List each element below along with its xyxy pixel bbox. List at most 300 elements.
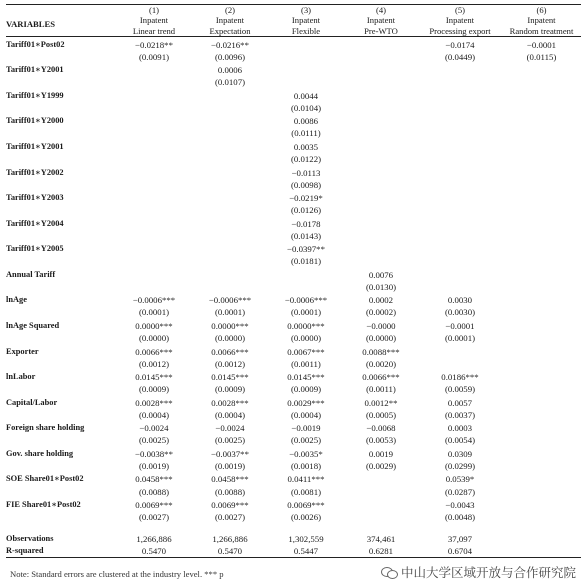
coefficient-cell: [502, 473, 581, 485]
coefficient-cell: −0.0006***: [208, 295, 252, 306]
table-row-se: [6, 255, 581, 267]
coefficient-cell: [418, 269, 502, 281]
standard-error-cell: [502, 460, 581, 472]
column-number: (2): [224, 5, 236, 15]
standard-error-cell: (0.0025): [138, 435, 170, 446]
column-header: [268, 5, 344, 37]
coefficient-cell: −0.0038**: [135, 448, 173, 459]
column-header: [116, 5, 192, 37]
standard-error-cell: [502, 409, 581, 421]
table-row-se: [6, 460, 581, 472]
coefficient-cell: 0.0000***: [211, 320, 249, 331]
coefficient-cell: [116, 64, 192, 76]
coefficient-cell: [502, 397, 581, 409]
variable-label: Exporter: [6, 346, 39, 356]
coefficient-cell: 0.0000***: [135, 320, 173, 331]
coefficient-cell: 0.0030: [447, 295, 473, 306]
column-spec: Linear trend: [132, 25, 176, 36]
standard-error-cell: [344, 51, 418, 63]
standard-error-cell: [268, 76, 344, 88]
standard-error-cell: (0.0143): [290, 230, 322, 241]
coefficient-cell: [344, 90, 418, 102]
variable-label: Tariff01∗Y2003: [6, 193, 64, 203]
coefficient-cell: 0.0458***: [135, 474, 173, 485]
coefficient-cell: 0.0145***: [211, 372, 249, 383]
standard-error-cell: [116, 230, 192, 242]
coefficient-cell: −0.0001: [526, 39, 557, 50]
coefficient-cell: [502, 448, 581, 460]
coefficient-cell: [418, 64, 502, 76]
standard-error-cell: [502, 255, 581, 267]
regression-table: [6, 4, 581, 558]
coefficient-cell: 0.0076: [368, 269, 394, 280]
standard-error-cell: (0.0000): [214, 333, 246, 344]
standard-error-cell: [344, 204, 418, 216]
standard-error-cell: (0.0012): [214, 358, 246, 369]
standard-error-cell: (0.0088): [138, 486, 170, 497]
coefficient-cell: 0.0028***: [211, 397, 249, 408]
coefficient-cell: [344, 192, 418, 204]
coefficient-cell: 0.0069***: [135, 500, 173, 511]
standard-error-cell: [344, 255, 418, 267]
coefficient-cell: [116, 218, 192, 230]
coefficient-cell: [502, 346, 581, 358]
stat-value: 0.5470: [217, 545, 243, 556]
coefficient-cell: [192, 90, 268, 102]
table-row: [6, 115, 581, 127]
coefficient-cell: [502, 90, 581, 102]
coefficient-cell: [192, 218, 268, 230]
standard-error-cell: [268, 281, 344, 293]
standard-error-cell: [502, 204, 581, 216]
coefficient-cell: 0.0145***: [135, 372, 173, 383]
standard-error-cell: [502, 179, 581, 191]
standard-error-cell: [116, 76, 192, 88]
coefficient-cell: 0.0066***: [362, 372, 400, 383]
coefficient-cell: −0.0037**: [211, 448, 249, 459]
coefficient-cell: 0.0458***: [211, 474, 249, 485]
coefficient-cell: 0.0086: [293, 116, 319, 127]
table-row-se: [6, 486, 581, 498]
standard-error-cell: [418, 281, 502, 293]
column-dependent: Inpatent: [291, 15, 321, 26]
coefficient-cell: −0.0006***: [284, 295, 328, 306]
coefficient-cell: −0.0024: [215, 423, 245, 434]
stat-value: 0.6704: [447, 545, 473, 556]
standard-error-cell: [502, 102, 581, 114]
coefficient-cell: [418, 90, 502, 102]
stat-value: 0.6281: [368, 545, 394, 556]
stat-label: R-squared: [6, 545, 44, 555]
standard-error-cell: (0.0030): [444, 307, 476, 318]
column-number: (4): [375, 5, 387, 15]
table-row-se: [6, 204, 581, 216]
coefficient-cell: [418, 167, 502, 179]
coefficient-cell: 0.0035: [293, 141, 319, 152]
standard-error-cell: [418, 255, 502, 267]
standard-error-cell: (0.0181): [290, 256, 322, 267]
table-row: [6, 499, 581, 511]
standard-error-cell: (0.0091): [138, 51, 170, 62]
table-row-se: [6, 76, 581, 88]
standard-error-cell: (0.0004): [290, 409, 322, 420]
standard-error-cell: [502, 306, 581, 318]
standard-error-cell: [116, 127, 192, 139]
stat-value: 1,266,886: [212, 533, 248, 544]
variables-header: VARIABLES: [6, 19, 56, 29]
standard-error-cell: (0.0009): [290, 384, 322, 395]
table-row: [6, 448, 581, 460]
coefficient-cell: [502, 218, 581, 230]
column-header: [344, 5, 418, 37]
standard-error-cell: [192, 255, 268, 267]
table-row-se: [6, 230, 581, 242]
table-row-se: [6, 409, 581, 421]
coefficient-cell: [502, 294, 581, 306]
coefficient-cell: [268, 39, 344, 51]
column-header: [502, 5, 581, 37]
table-row: [6, 218, 581, 230]
standard-error-cell: [192, 179, 268, 191]
standard-error-cell: (0.0004): [138, 409, 170, 420]
variable-label: Tariff01∗Y2004: [6, 218, 64, 228]
column-dependent: Inpatent: [215, 15, 245, 26]
column-spec: Flexible: [291, 25, 321, 36]
table-row: [6, 294, 581, 306]
stat-value: [502, 545, 581, 558]
coefficient-cell: −0.0035*: [289, 448, 323, 459]
standard-error-cell: [192, 230, 268, 242]
variable-label: Tariff01∗Y2001: [6, 141, 64, 151]
standard-error-cell: (0.0009): [214, 384, 246, 395]
standard-error-cell: [116, 281, 192, 293]
table-row: [6, 39, 581, 51]
standard-error-cell: [502, 332, 581, 344]
variable-label: Tariff01∗Y2001: [6, 65, 64, 75]
standard-error-cell: (0.0287): [444, 486, 476, 497]
column-dependent: Inpatent: [527, 15, 556, 26]
table-row: [6, 473, 581, 485]
standard-error-cell: [502, 511, 581, 523]
coefficient-cell: [344, 141, 418, 153]
standard-error-cell: [418, 179, 502, 191]
standard-error-cell: [116, 204, 192, 216]
standard-error-cell: [418, 230, 502, 242]
coefficient-cell: 0.0029***: [287, 397, 325, 408]
coefficient-cell: [502, 422, 581, 434]
table-row: [6, 243, 581, 255]
column-dependent: Inpatent: [445, 15, 475, 26]
standard-error-cell: (0.0126): [290, 205, 322, 216]
variable-label: SOE Share01∗Post02: [6, 474, 84, 484]
coefficient-cell: [268, 269, 344, 281]
variable-label: Tariff01∗Y2000: [6, 116, 64, 126]
standard-error-cell: (0.0088): [214, 486, 246, 497]
coefficient-cell: [344, 243, 418, 255]
coefficient-cell: −0.0001: [445, 320, 475, 331]
standard-error-cell: (0.0025): [290, 435, 322, 446]
coefficient-cell: [344, 218, 418, 230]
standard-error-cell: (0.0000): [365, 333, 397, 344]
standard-error-cell: (0.0000): [138, 333, 170, 344]
coefficient-cell: [344, 39, 418, 51]
table-body: [6, 37, 581, 558]
table-row-se: [6, 306, 581, 318]
table-row-se: [6, 281, 581, 293]
table-row-se: [6, 127, 581, 139]
coefficient-cell: [192, 269, 268, 281]
column-number: (3): [300, 5, 312, 15]
coefficient-cell: −0.0174: [445, 39, 475, 50]
standard-error-cell: [418, 127, 502, 139]
coefficient-cell: 0.0088***: [362, 346, 400, 357]
standard-error-cell: [502, 153, 581, 165]
stat-value: 1,266,886: [136, 533, 172, 544]
standard-error-cell: [192, 153, 268, 165]
standard-error-cell: (0.0053): [365, 435, 397, 446]
table-row: [6, 269, 581, 281]
coefficient-cell: [502, 320, 581, 332]
coefficient-cell: [116, 269, 192, 281]
standard-error-cell: (0.0098): [290, 179, 322, 190]
table-row: [6, 167, 581, 179]
coefficient-cell: [418, 115, 502, 127]
coefficient-cell: [418, 218, 502, 230]
standard-error-cell: (0.0111): [291, 128, 321, 139]
standard-error-cell: [192, 127, 268, 139]
stat-value: 0.5447: [293, 545, 319, 556]
stat-row: [6, 545, 581, 558]
column-dependent: Inpatent: [139, 15, 169, 26]
standard-error-cell: [344, 127, 418, 139]
coefficient-cell: −0.0006***: [132, 295, 176, 306]
standard-error-cell: (0.0107): [214, 77, 246, 88]
column-spec: Pre-WTO: [364, 25, 398, 36]
coefficient-cell: [344, 64, 418, 76]
coefficient-cell: [192, 115, 268, 127]
column-header: [192, 5, 268, 37]
standard-error-cell: [344, 230, 418, 242]
coefficient-cell: 0.0003: [447, 423, 473, 434]
coefficient-cell: [344, 115, 418, 127]
stat-value: 0.5470: [141, 545, 167, 556]
table-row-se: [6, 434, 581, 446]
coefficient-cell: [502, 115, 581, 127]
stat-value: [502, 533, 581, 545]
table-row-se: [6, 102, 581, 114]
standard-error-cell: (0.0019): [138, 460, 170, 471]
standard-error-cell: [502, 127, 581, 139]
watermark-text: 中山大学区域开放与合作研究院: [400, 565, 576, 580]
coefficient-cell: [116, 90, 192, 102]
coefficient-cell: [344, 473, 418, 485]
coefficient-cell: −0.0113: [291, 167, 321, 178]
standard-error-cell: (0.0004): [214, 409, 246, 420]
coefficient-cell: [502, 243, 581, 255]
coefficient-cell: 0.0067***: [287, 346, 325, 357]
variable-label: FIE Share01∗Post02: [6, 500, 81, 510]
table-row-se: [6, 383, 581, 395]
variable-label: lnLabor: [6, 372, 36, 382]
stat-value: 374,461: [366, 533, 396, 544]
table-row-se: [6, 51, 581, 63]
coefficient-cell: 0.0012**: [364, 397, 398, 408]
standard-error-cell: [418, 358, 502, 370]
variable-label: Foreign share holding: [6, 423, 85, 433]
coefficient-cell: [418, 346, 502, 358]
watermark: [378, 562, 579, 582]
standard-error-cell: (0.0005): [365, 409, 397, 420]
standard-error-cell: (0.0054): [444, 435, 476, 446]
standard-error-cell: [116, 179, 192, 191]
coefficient-cell: [502, 269, 581, 281]
variable-label: Gov. share holding: [6, 448, 74, 458]
coefficient-cell: 0.0066***: [135, 346, 173, 357]
column-dependent: Inpatent: [366, 15, 396, 26]
standard-error-cell: (0.0019): [214, 460, 246, 471]
wechat-icon: [381, 566, 397, 579]
standard-error-cell: [502, 358, 581, 370]
standard-error-cell: [344, 76, 418, 88]
standard-error-cell: (0.0012): [138, 358, 170, 369]
standard-error-cell: (0.0048): [444, 512, 476, 523]
coefficient-cell: 0.0186***: [441, 372, 479, 383]
standard-error-cell: [344, 102, 418, 114]
standard-error-cell: (0.0096): [214, 51, 246, 62]
table-row: [6, 371, 581, 383]
column-spec: Expectation: [209, 25, 251, 36]
coefficient-cell: 0.0066***: [211, 346, 249, 357]
table-row-se: [6, 153, 581, 165]
standard-error-cell: (0.0027): [138, 512, 170, 523]
standard-error-cell: [418, 153, 502, 165]
coefficient-cell: [502, 141, 581, 153]
coefficient-cell: [344, 499, 418, 511]
column-number: (1): [148, 5, 160, 15]
table-note: Note: Standard errors are clustered at the industry level. *** p: [10, 569, 224, 579]
column-spec: Random treatment: [509, 25, 574, 36]
standard-error-cell: [116, 153, 192, 165]
table-row: [6, 346, 581, 358]
coefficient-cell: [116, 243, 192, 255]
standard-error-cell: (0.0001): [444, 333, 476, 344]
coefficient-cell: −0.0218**: [135, 39, 173, 50]
stat-value: 1,302,559: [288, 533, 324, 544]
table-row-se: [6, 332, 581, 344]
coefficient-cell: −0.0019: [291, 423, 321, 434]
standard-error-cell: (0.0122): [290, 154, 322, 165]
coefficient-cell: 0.0000***: [287, 320, 325, 331]
table-row-se: [6, 358, 581, 370]
coefficient-cell: 0.0006: [217, 65, 243, 76]
standard-error-cell: [502, 486, 581, 498]
coefficient-cell: −0.0000: [366, 320, 396, 331]
standard-error-cell: (0.0026): [290, 512, 322, 523]
coefficient-cell: 0.0411***: [287, 474, 325, 485]
standard-error-cell: (0.0002): [365, 307, 397, 318]
column-spec: Processing export: [429, 25, 491, 36]
coefficient-cell: 0.0028***: [135, 397, 173, 408]
standard-error-cell: (0.0299): [444, 460, 476, 471]
table-header: [6, 5, 581, 37]
coefficient-cell: −0.0043: [445, 500, 475, 511]
coefficient-cell: [116, 167, 192, 179]
coefficient-cell: 0.0539*: [445, 474, 475, 485]
variable-label: Tariff01∗Y2005: [6, 244, 64, 254]
coefficient-cell: −0.0397**: [287, 244, 325, 255]
variable-label: Tariff01∗Y2002: [6, 167, 64, 177]
coefficient-cell: −0.0178: [291, 218, 321, 229]
variable-label: lnAge: [6, 295, 27, 305]
coefficient-cell: 0.0019: [368, 448, 394, 459]
standard-error-cell: (0.0001): [138, 307, 170, 318]
standard-error-cell: [268, 51, 344, 63]
coefficient-cell: [116, 192, 192, 204]
standard-error-cell: (0.0020): [365, 358, 397, 369]
standard-error-cell: (0.0104): [290, 102, 322, 113]
stat-label: Observations: [6, 533, 54, 543]
variable-label: Capital/Labor: [6, 397, 58, 407]
standard-error-cell: [502, 281, 581, 293]
coefficient-cell: 0.0057: [447, 397, 473, 408]
standard-error-cell: [418, 102, 502, 114]
standard-error-cell: (0.0037): [444, 409, 476, 420]
standard-error-cell: (0.0011): [366, 384, 396, 395]
standard-error-cell: (0.0001): [214, 307, 246, 318]
standard-error-cell: [344, 153, 418, 165]
stat-row: [6, 533, 581, 545]
variable-label: Annual Tariff: [6, 269, 56, 279]
coefficient-cell: [116, 141, 192, 153]
column-number: (5): [454, 5, 466, 15]
standard-error-cell: (0.0081): [290, 486, 322, 497]
standard-error-cell: (0.0029): [365, 460, 397, 471]
variable-label: Tariff01∗Post02: [6, 39, 65, 49]
coefficient-cell: [418, 192, 502, 204]
table-row-se: [6, 179, 581, 191]
table-row: [6, 320, 581, 332]
standard-error-cell: (0.0449): [444, 51, 476, 62]
coefficient-cell: 0.0069***: [287, 500, 325, 511]
coefficient-cell: −0.0024: [139, 423, 169, 434]
table-row: [6, 90, 581, 102]
table-row: [6, 397, 581, 409]
standard-error-cell: (0.0000): [290, 333, 322, 344]
standard-error-cell: (0.0001): [290, 307, 322, 318]
standard-error-cell: [192, 102, 268, 114]
coefficient-cell: [502, 192, 581, 204]
standard-error-cell: (0.0115): [526, 51, 557, 62]
standard-error-cell: [192, 204, 268, 216]
coefficient-cell: [344, 167, 418, 179]
coefficient-cell: [418, 141, 502, 153]
standard-error-cell: (0.0130): [365, 281, 397, 292]
standard-error-cell: (0.0009): [138, 384, 170, 395]
table-row-se: [6, 511, 581, 523]
coefficient-cell: [192, 243, 268, 255]
coefficient-cell: 0.0309: [447, 448, 473, 459]
coefficient-cell: −0.0068: [366, 423, 396, 434]
table-row: [6, 192, 581, 204]
standard-error-cell: [502, 383, 581, 395]
coefficient-cell: [502, 371, 581, 383]
standard-error-cell: [502, 76, 581, 88]
table-row: [6, 64, 581, 76]
standard-error-cell: [502, 230, 581, 242]
standard-error-cell: [502, 434, 581, 446]
stat-value: 37,097: [447, 533, 473, 544]
coefficient-cell: [192, 192, 268, 204]
